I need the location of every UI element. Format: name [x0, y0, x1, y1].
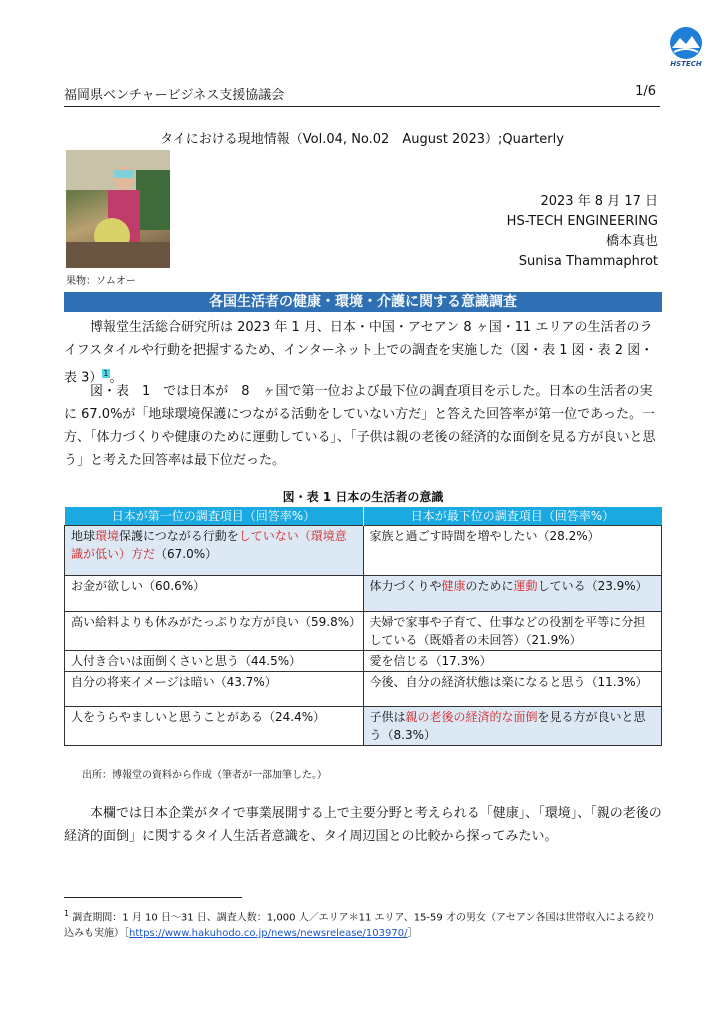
highlight-text: 親の老後の経済的な面倒 [405, 710, 538, 724]
cell-text: 自分の将来イメージは暗い（43.7%） [71, 675, 277, 689]
author-name: Sunisa Thammaphrot [518, 254, 658, 269]
footnote-divider [64, 897, 242, 898]
table-caption: 図・表 1 日本の生活者の意識 [282, 490, 444, 504]
cell-text: を見る方が良いと思う（8.3%） [369, 710, 646, 742]
cell-text: 高い給料よりも休みがたっぷりな方が良い（59.8%） [71, 615, 362, 629]
cell-text: 子供は [369, 710, 406, 724]
cell-text: 人をうらやましいと思うことがある（24.4%） [71, 710, 326, 724]
cell-text: 愛を信じる（17.3%） [369, 654, 492, 668]
report-subtitle: タイにおける現地情報（Vol.04, No.02 August 2023）;Quarterly [160, 132, 564, 147]
cell-bottom-item [363, 612, 662, 651]
table-source: 出所：博報堂の資料から作成（筆者が一部加筆した。） [82, 770, 327, 781]
company-name: HS-TECH ENGINEERING [506, 214, 658, 229]
table-row [65, 526, 662, 576]
cell-top-item [65, 672, 364, 707]
footnote [64, 906, 662, 942]
logo-mountain-icon [668, 26, 704, 60]
cell-text: 家族と過ごす時間を増やしたい（28.2%） [369, 529, 600, 543]
cell-text: お金が欲しい（60.6%） [71, 579, 206, 593]
photo-caption: 果物：ソムオー [66, 276, 136, 287]
highlight-text: していない（環境意識が低い）方だ [71, 529, 347, 561]
paragraph-3 [64, 802, 662, 848]
table-row [65, 612, 662, 651]
footnote-end: ］ [407, 928, 418, 940]
cell-top-item [65, 651, 364, 672]
section-title: 各国生活者の健康・環境・介護に関する意識調査 [64, 292, 662, 312]
page-number: 1/6 [635, 84, 656, 99]
document-meta [507, 192, 658, 272]
table-row [65, 707, 662, 746]
cell-text: のために [465, 579, 514, 593]
cell-text: 体力づくりや [369, 579, 442, 593]
page-header [64, 84, 660, 107]
cell-top-item [65, 707, 364, 746]
paragraph-1 [64, 316, 662, 389]
cell-top-item [65, 576, 364, 612]
column-header-bottom: 日本が最下位の調査項目（回答率%） [363, 507, 662, 526]
document-date: 2023 年 8 月 17 日 [540, 194, 658, 209]
cell-bottom-item [363, 707, 662, 746]
logo-text: HSTECH [670, 60, 702, 68]
footnote-text: 調査期間：1 月 10 日～31 日、調査人数：1,000 人／エリア＊11 エリア、15-59 才の男女（アセアン各国は世帯収入による絞り込みも実施）［ [64, 912, 656, 940]
cell-text: 夫婦で家事や子育て、仕事などの役割を平等に分担している（既婚者の未回答）（21.9%） [369, 615, 646, 647]
table-header-row [65, 507, 662, 526]
highlight-text: 運動 [513, 579, 538, 593]
cell-text: 人付き合いは面倒くさいと思う（44.5%） [71, 654, 302, 668]
cell-bottom-item [363, 576, 662, 612]
org-name: 福岡県ベンチャービジネス支援協議会 [64, 88, 285, 103]
cell-bottom-item [363, 651, 662, 672]
cell-bottom-item [363, 526, 662, 576]
footnote-mark: 1 [64, 909, 70, 918]
paragraph-2 [64, 380, 662, 472]
cell-text: 地球 [71, 529, 96, 543]
cell-top-item [65, 612, 364, 651]
cell-text: 今後、自分の経済状態は楽になると思う（11.3%） [369, 675, 648, 689]
cell-text: している（23.9%） [537, 579, 648, 593]
survey-table [64, 507, 662, 746]
fruit-photo [66, 150, 170, 268]
column-header-top: 日本が第一位の調査項目（回答率%） [65, 507, 364, 526]
cell-text: 保護につながる行動を [119, 529, 239, 543]
cell-top-item [65, 526, 364, 576]
table-row [65, 651, 662, 672]
paragraph-text: 本欄では日本企業がタイで事業展開する上で主要分野と考えられる「健康」、「環境」、「親の老後の経済的面倒」に関するタイ人生活者意識を、タイ周辺国との比較から探ってみたい。 [64, 806, 662, 844]
source-link[interactable]: https://www.hakuhodo.co.jp/news/newsrelease/103970/ [129, 928, 408, 940]
paragraph-end: 。 [109, 370, 123, 386]
paragraph-text: 博報堂生活総合研究所は 2023 年 1 月、日本・中国・アセアン 8 ヶ国・11 エリアの生活者のライフスタイルや行動を把握するため、インターネット上での調査を実施した（図・表 1 図・表 2 図・表 3） [64, 320, 654, 386]
highlight-text: 環境 [95, 529, 120, 543]
highlight-text: 健康 [441, 579, 466, 593]
table-row [65, 672, 662, 707]
table-row [65, 576, 662, 612]
cell-text: （67.0%） [155, 547, 218, 561]
paragraph-text: 図・表 1 では日本が 8 ヶ国で第一位および最下位の調査項目を示した。日本の生活者の実に 67.0%が「地球環境保護につながる活動をしていない方だ」と答えた回答率が第一位であった。一方、「体力づくりや健康のために運動している」、「子供は親の老後の経済的な面倒を見る方が良いと思う」と考えた回答率は最下位だった。 [64, 384, 656, 468]
cell-bottom-item [363, 672, 662, 707]
hs-tech-logo [668, 26, 704, 70]
author-name: 橋本真也 [605, 234, 658, 249]
footnote-reference[interactable]: 1 [103, 369, 109, 378]
